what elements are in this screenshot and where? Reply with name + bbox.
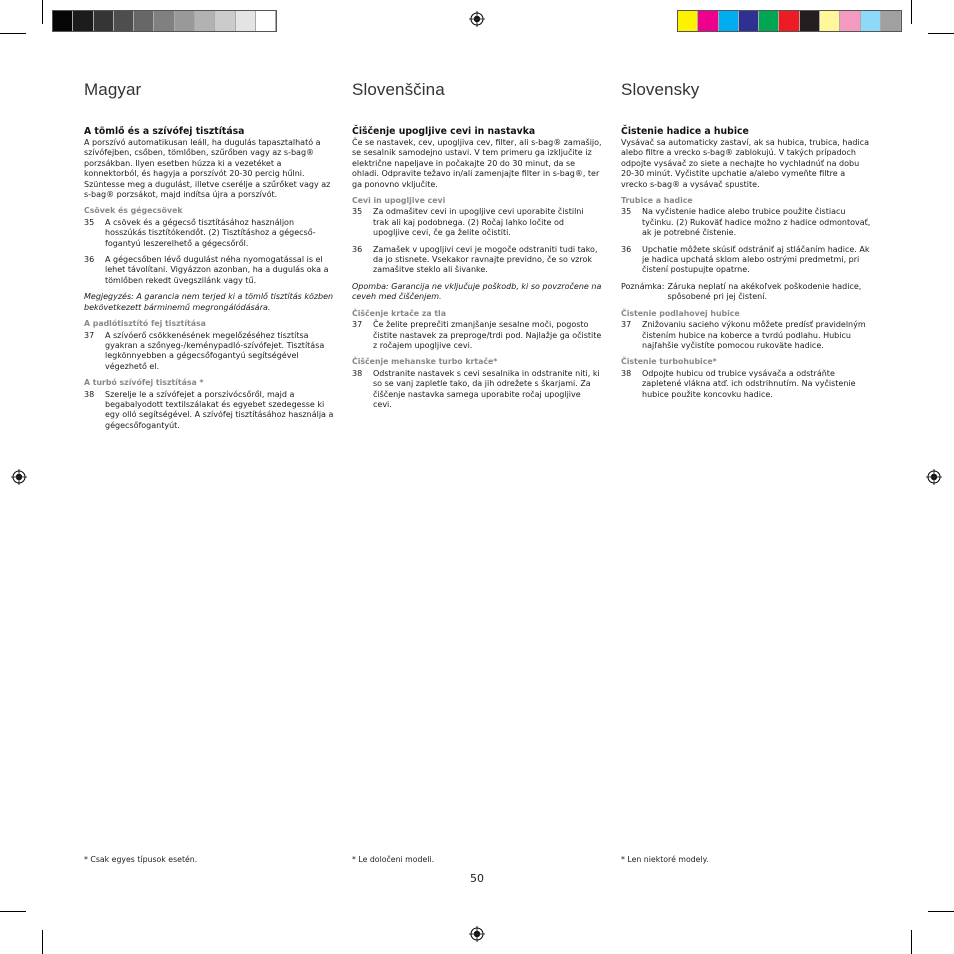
color-swatch [73, 11, 93, 31]
subsection-title: Cevi in upogljive cevi [352, 196, 446, 206]
crop-mark [42, 0, 43, 24]
subsection-title: A padlótisztító fej tisztítása [84, 319, 206, 329]
crop-mark [0, 911, 26, 912]
crop-mark [0, 33, 26, 34]
subsection-title: A turbó szívófej tisztítása * [84, 378, 204, 388]
subsection-title: Čiščenje krtače za tla [352, 308, 446, 318]
step-text: Odpojte hubicu od trubice vysávača a odstráňte zapletené vlákna atď. ich odstrihnutím. Na vyčistenie hubice použite koncovku hadice. [642, 368, 856, 399]
note-text [621, 282, 871, 303]
step-number: 35 [84, 217, 95, 227]
intro-paragraph: A porszívó automatikusan leáll, ha dugulás tapasztalható a szívófejben, csőben, tömlőben, szűrőben vagy az s-bag® porzsákban. Ilyen esetben húzza ki a vezetéket a konnektorból, és hagyja a porszívót 20-30 percig hűlni. Szüntesse meg a dugulást, illetve cserélje a szűrőket vagy az s-bag® porzsákot, majd indítsa újra a porszívót. [84, 138, 331, 200]
step-text: Szerelje le a szívófejet a porszívócsőről, majd a begabalyodott textilszálakat és egyebet szedegesse ki egy olló segítségével. A szívófej tisztításához használja a gégecsőfogantyút. [105, 389, 334, 430]
step-number: 38 [84, 389, 95, 399]
crop-mark [911, 930, 912, 954]
section-heading: Čiščenje upogljive cevi in nastavka [352, 126, 536, 137]
color-swatch [678, 11, 698, 31]
color-swatch [881, 11, 901, 31]
color-swatch [53, 11, 73, 31]
crop-mark [928, 33, 954, 34]
step-number: 36 [621, 244, 632, 254]
step-text: Zamašek v upogljivi cevi je mogoče odstraniti tudi tako, da jo stisnete. Vsekakor ravnajte previdno, če so vzrok zamašitve steklo ali šivanke. [373, 244, 598, 275]
color-swatch [840, 11, 860, 31]
color-swatch [215, 11, 235, 31]
step-text: A gégecsőben lévő dugulást néha nyomogatással is el lehet távolítani. Vigyázzon azonban, ha a dugulás oka a tömlőben rekedt üvegszilánk vagy tű. [105, 255, 329, 285]
color-swatch [861, 11, 881, 31]
subsection-title: Trubice a hadice [621, 196, 693, 206]
step-text: Odstranite nastavek s cevi sesalnika in odstranite niti, ki so se vanj zapletle tako, da jih odrežete s škarjami. Za čiščenje nastavka samega uporabite ročaj upogljive cevi. [373, 368, 600, 409]
language-title: Slovensky [621, 80, 700, 99]
step-number: 35 [352, 207, 363, 217]
step-text: A csövek és a gégecső tisztításához használjon hosszúkás tisztítókendőt. (2) Tisztításhoz a gégecső-fogantyú leszerelhető a gégecsőről. [105, 217, 316, 248]
subsection-title: Čistenie turbohubice* [621, 357, 717, 367]
registration-mark-icon [926, 469, 942, 485]
color-swatch [195, 11, 215, 31]
grayscale-color-bar [52, 10, 277, 32]
numbered-step [84, 255, 334, 286]
footnote: * Le določeni modeli. [352, 855, 435, 864]
subsection-title: Čistenie podlahovej hubice [621, 308, 740, 318]
page-number: 50 [470, 872, 484, 885]
crop-mark [911, 0, 912, 24]
step-number: 37 [621, 320, 632, 330]
step-number: 37 [352, 320, 363, 330]
color-swatch [134, 11, 154, 31]
step-text: Na vyčistenie hadice alebo trubice použite čistiacu tyčinku. (2) Rukoväť hadice možno z hadice odmontovať, ak je potrebné čistenie. [642, 207, 871, 238]
process-color-bar [677, 10, 902, 32]
color-swatch [175, 11, 195, 31]
numbered-step [352, 320, 602, 351]
color-swatch [719, 11, 739, 31]
step-text: Za odmašitev cevi in upogljive cevi uporabite čistilni trak ali kaj podobnega. (2) Ročaj lahko ločite od upogljive cevi, če ga želite očistiti. [373, 207, 584, 238]
note-label: Poznámka: [621, 281, 665, 291]
registration-mark-icon [11, 469, 27, 485]
numbered-step [621, 245, 871, 276]
footnote: * Csak egyes típusok esetén. [84, 855, 198, 864]
step-number: 38 [621, 368, 632, 378]
color-swatch [94, 11, 114, 31]
numbered-step [84, 331, 334, 373]
note-text: Megjegyzés: A garancia nem terjed ki a tömlő tisztítás közben bekövetkezett bárminemű megrongálódására. [84, 292, 334, 312]
step-number: 36 [84, 255, 95, 265]
numbered-step [621, 320, 871, 351]
column-slovenscina [352, 80, 602, 416]
registration-mark-icon [469, 926, 485, 942]
step-text: A szívóerő csökkenésének megelőzéséhez tisztítsa gyakran a szőnyeg-/keménypadló-szívófejet. Tisztítása legkönnyebben a gégecsőfogantyú segítségével végezhető el. [105, 330, 325, 371]
step-number: 37 [84, 330, 95, 340]
numbered-step [84, 390, 334, 432]
intro-paragraph: Vysávač sa automaticky zastaví, ak sa hubica, trubica, hadica alebo filtre a vrecko s-bag® zablokujú. V takých prípadoch odpojte vysávač zo siete a nechajte ho vychladnúť na dobu 20-30 minút. Vyčistite upchatie a/alebo vymeňte filtre a vrecko s-bag® a vysávač spustite. [621, 138, 869, 189]
column-magyar [84, 80, 334, 437]
color-swatch [698, 11, 718, 31]
step-text: Upchatie môžete skúsiť odstrániť aj stláčaním hadice. Ak je hadica upchatá sklom alebo ostrými predmetmi, pri čistení postupujte opatrne. [642, 244, 870, 275]
color-swatch [759, 11, 779, 31]
numbered-step [84, 218, 334, 249]
step-number: 36 [352, 244, 363, 254]
color-swatch [739, 11, 759, 31]
color-swatch [800, 11, 820, 31]
footnote: * Len niektoré modely. [621, 855, 709, 864]
numbered-step [352, 207, 602, 238]
section-heading: A tömlő és a szívófej tisztítása [84, 126, 245, 137]
note-body: Záruka neplatí na akékoľvek poškodenie hadice, spôsobené pri jej čistení. [667, 281, 862, 302]
section-heading: Čistenie hadice a hubice [621, 126, 749, 137]
intro-paragraph: Če se nastavek, cev, upogljiva cev, filter, ali s-bag® zamašijo, se sesalnik samodejno ustavi. V tem primeru ga izključite iz električne napeljave in počakajte 20 do 30 minut, da se ohladi. Odpravite težavo in/ali zamenjajte filter in s-bag®, ter ga ponovno vključite. [352, 138, 602, 189]
color-swatch [256, 11, 276, 31]
column-slovensky [621, 80, 871, 406]
color-swatch [236, 11, 256, 31]
step-number: 35 [621, 207, 632, 217]
subsection-title: Csövek és gégecsövek [84, 206, 183, 216]
step-number: 38 [352, 368, 363, 378]
numbered-step [621, 369, 871, 400]
step-text: Znižovaniu sacieho výkonu môžete predísť pravidelným čistením hubice na koberce a tvrdú podlahu. Hubicu najľahšie vyčistíte pomocou rukoväte hadice. [642, 320, 866, 350]
color-swatch [154, 11, 174, 31]
registration-mark-icon [469, 11, 485, 27]
subsection-title: Čiščenje mehanske turbo krtače* [352, 357, 498, 367]
color-swatch [779, 11, 799, 31]
numbered-step [352, 245, 602, 276]
language-title: Slovenščina [352, 80, 445, 99]
numbered-step [621, 207, 871, 238]
color-swatch [114, 11, 134, 31]
language-title: Magyar [84, 80, 142, 99]
step-text: Če želite preprečiti zmanjšanje sesalne moči, pogosto čistite nastavek za preproge/trdi pod. Najlažje ga očistite z ročajem upogljive cevi. [373, 320, 602, 350]
crop-mark [42, 930, 43, 954]
color-swatch [820, 11, 840, 31]
crop-mark [928, 911, 954, 912]
numbered-step [352, 369, 602, 411]
note-text: Opomba: Garancija ne vključuje poškodb, ki so povzročene na ceveh med čiščenjem. [352, 281, 602, 302]
